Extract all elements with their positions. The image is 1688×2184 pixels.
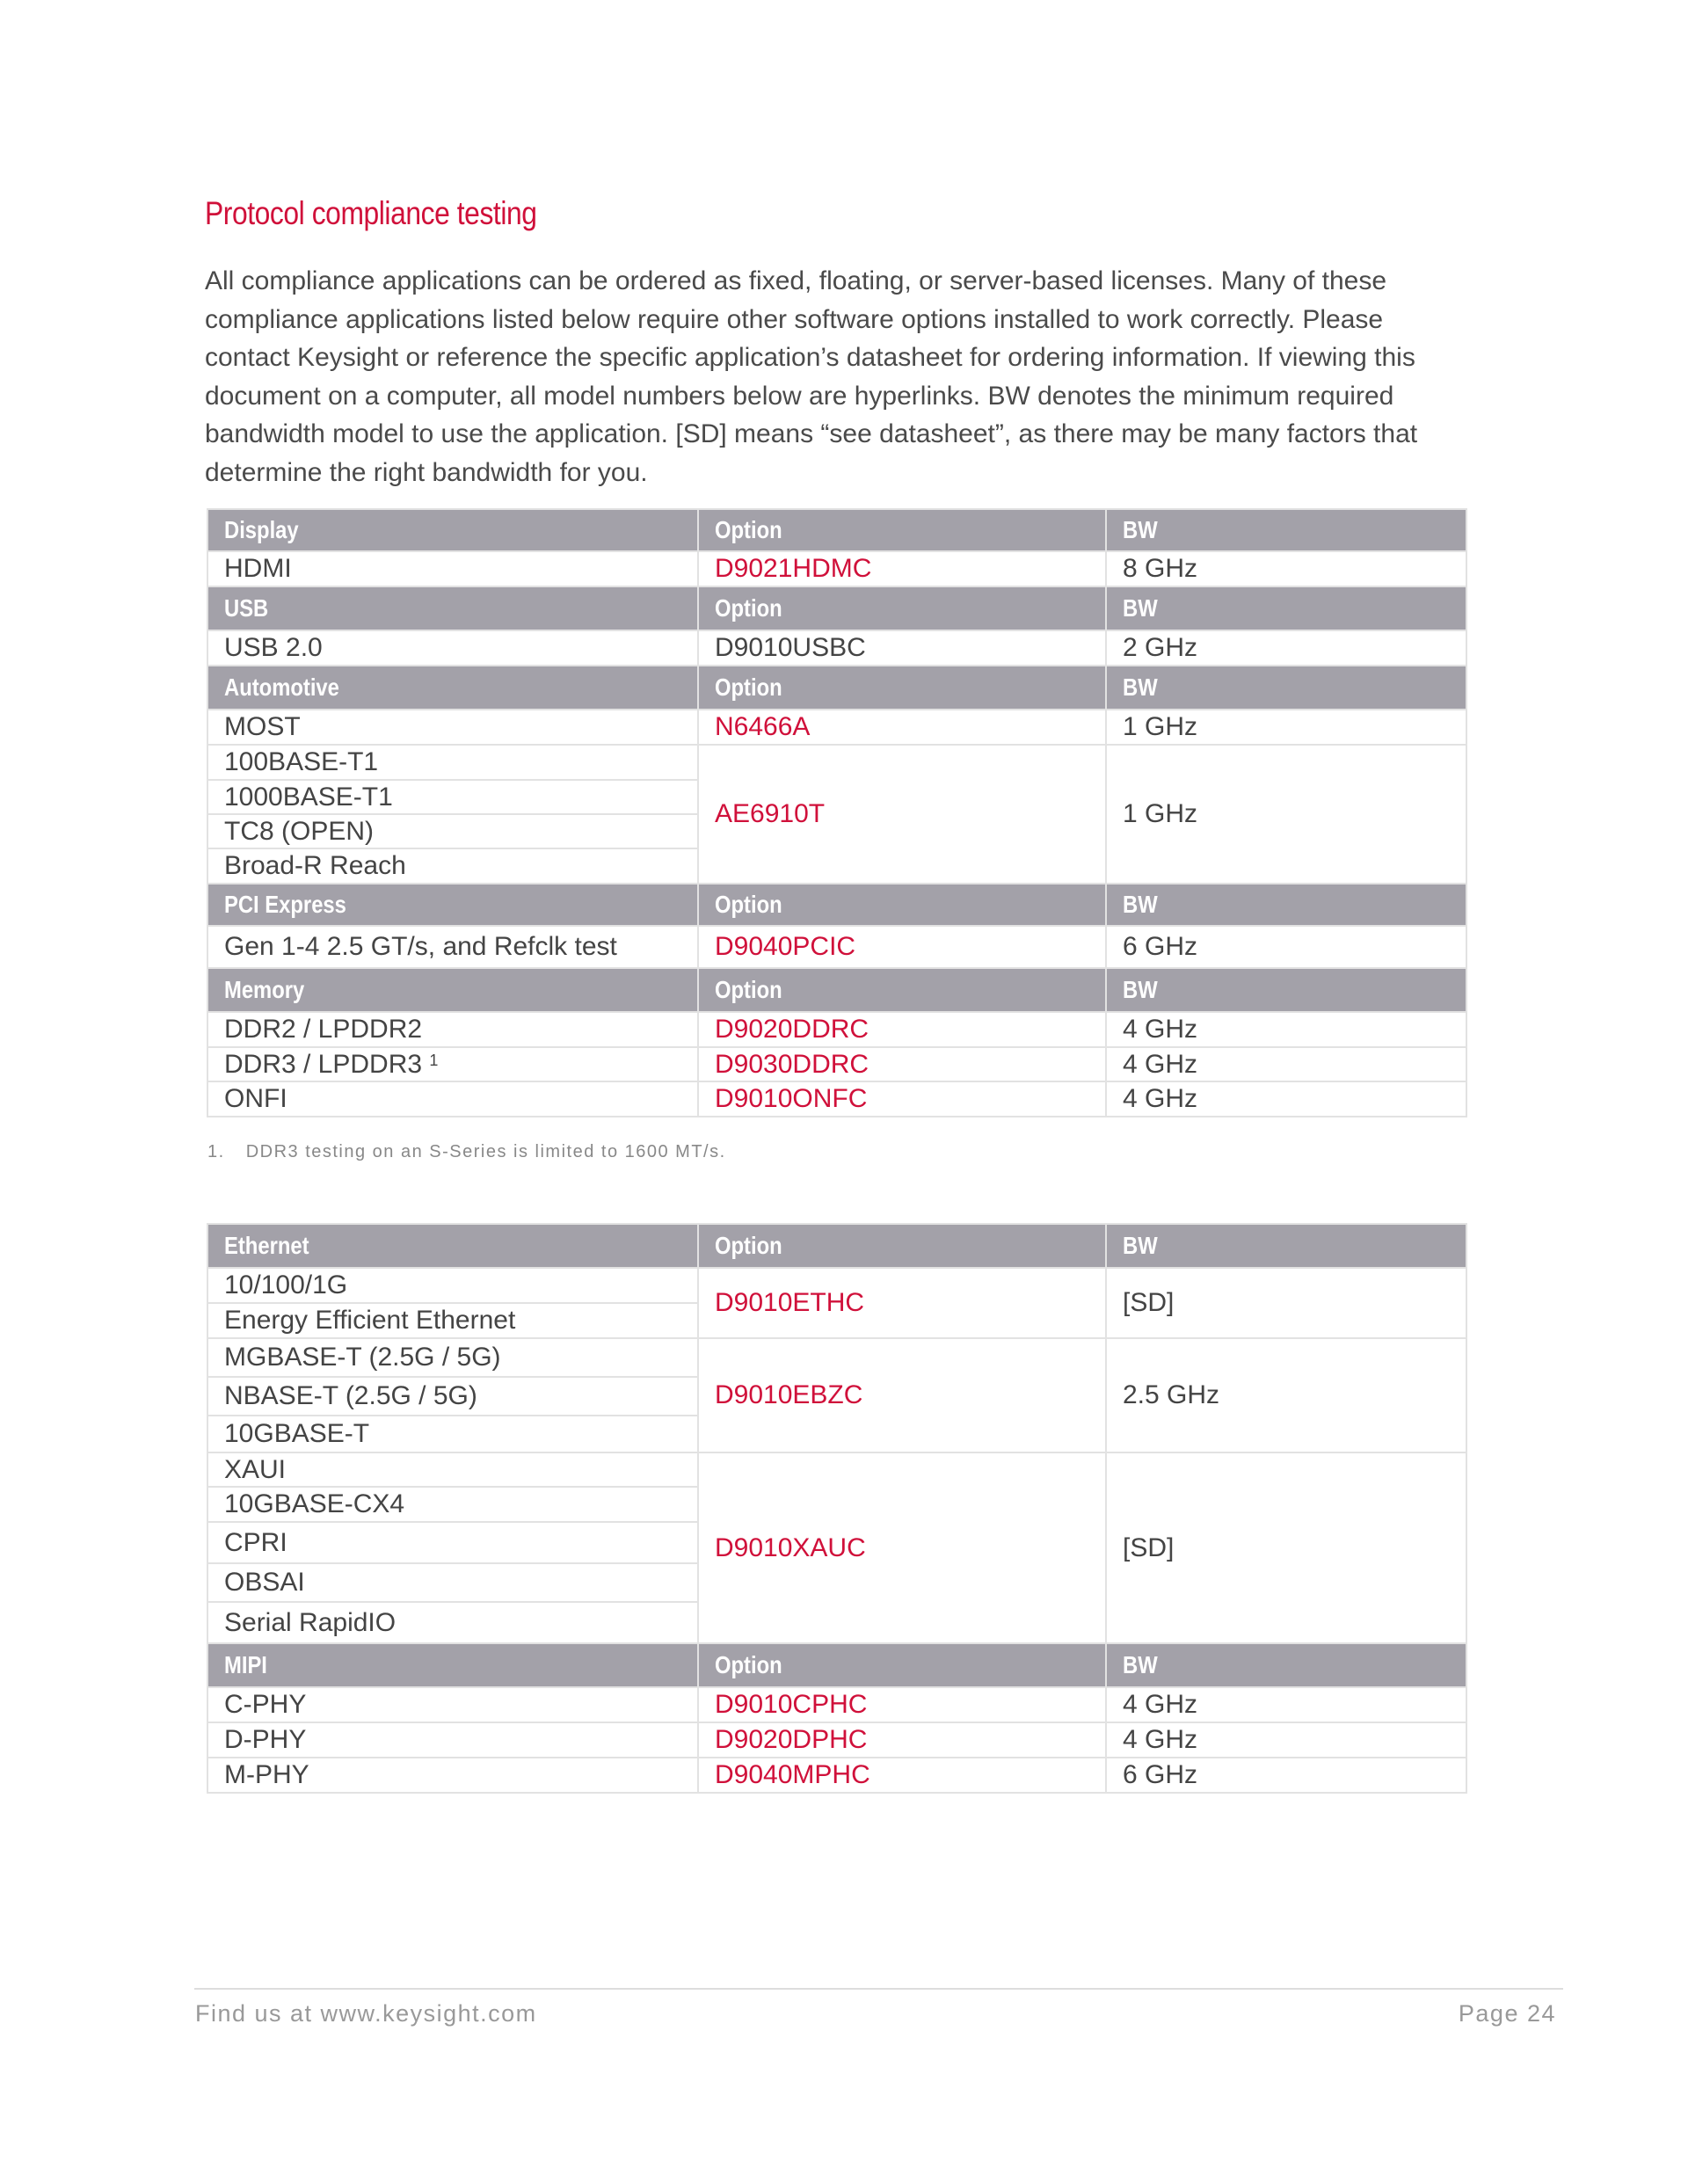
protocol-cell [207, 1268, 698, 1303]
header-bw [1106, 509, 1466, 551]
header-bw-label: BW [1123, 976, 1158, 1003]
table-row [207, 710, 1466, 745]
compliance-table-2 [207, 1223, 1467, 1794]
table-row [207, 926, 1466, 968]
header-bw-label: BW [1123, 673, 1158, 701]
table-section-header [207, 884, 1466, 926]
footer-website[interactable]: Find us at www.keysight.com [195, 2000, 537, 2027]
header-bw [1106, 884, 1466, 926]
option-link[interactable]: D9010XAUC [698, 1452, 1106, 1643]
header-option-label: Option [715, 516, 782, 543]
bandwidth-cell: 4 GHz [1106, 1047, 1466, 1081]
protocol-cell [207, 780, 698, 814]
header-option-label: Option [715, 1651, 782, 1678]
header-bw-label: BW [1123, 516, 1158, 543]
header-bw [1106, 1224, 1466, 1268]
header-category-label: Memory [224, 976, 305, 1003]
protocol-cell [207, 1758, 698, 1793]
protocol-name: 10GBASE-T [224, 1419, 370, 1448]
protocol-name: OBSAI [224, 1568, 305, 1597]
table-row [207, 551, 1466, 586]
header-category-label: Display [224, 516, 299, 543]
footnote-ref[interactable]: 1 [429, 1051, 439, 1069]
protocol-cell [207, 551, 698, 586]
protocol-cell [207, 1602, 698, 1643]
header-option-label: Option [715, 1232, 782, 1259]
header-option [698, 1643, 1106, 1687]
protocol-name: C-PHY [224, 1690, 307, 1719]
table-row [207, 1268, 1466, 1303]
header-category [207, 509, 698, 551]
page-number: Page 24 [1458, 2000, 1556, 2027]
footnote [207, 1142, 726, 1162]
option-link[interactable]: N6466A [698, 710, 1106, 745]
header-category-label: USB [224, 594, 269, 622]
protocol-name: MGBASE-T (2.5G / 5G) [224, 1343, 501, 1372]
table-row [207, 1687, 1466, 1722]
header-bw [1106, 586, 1466, 630]
footnote-number: 1. [207, 1142, 225, 1161]
table-row [207, 1047, 1466, 1081]
header-category-label: PCI Express [224, 891, 346, 918]
header-category-label: Ethernet [224, 1232, 309, 1259]
protocol-cell [207, 710, 698, 745]
protocol-name: Gen 1-4 2.5 GT/s, and Refclk test [224, 932, 617, 961]
bandwidth-cell: [SD] [1106, 1452, 1466, 1643]
protocol-name: Serial RapidIO [224, 1607, 397, 1637]
protocol-cell [207, 848, 698, 884]
footer-divider [194, 1988, 1563, 1990]
header-option [698, 884, 1106, 926]
protocol-name: DDR2 / LPDDR2 [224, 1015, 423, 1044]
protocol-cell [207, 1452, 698, 1487]
protocol-cell [207, 1522, 698, 1563]
header-category [207, 1224, 698, 1268]
option-link[interactable]: D9030DDRC [698, 1047, 1106, 1081]
header-bw [1106, 666, 1466, 710]
header-option-label: Option [715, 976, 782, 1003]
option-link[interactable]: AE6910T [698, 745, 1106, 884]
protocol-cell [207, 745, 698, 780]
protocol-cell [207, 1338, 698, 1377]
option-link[interactable]: D9040MPHC [698, 1758, 1106, 1793]
bandwidth-cell: 1 GHz [1106, 710, 1466, 745]
protocol-cell [207, 1377, 698, 1416]
protocol-cell [207, 1047, 698, 1081]
protocol-name: CPRI [224, 1527, 287, 1557]
protocol-cell [207, 1722, 698, 1758]
protocol-name: HDMI [224, 554, 292, 583]
protocol-cell [207, 1081, 698, 1117]
header-option-label: Option [715, 594, 782, 622]
option-link[interactable]: D9020DDRC [698, 1012, 1106, 1047]
protocol-cell [207, 1487, 698, 1522]
table-section-header [207, 1643, 1466, 1687]
protocol-name: XAUI [224, 1454, 287, 1484]
table-section-header [207, 968, 1466, 1012]
header-category [207, 968, 698, 1012]
bandwidth-cell: [SD] [1106, 1268, 1466, 1338]
bandwidth-cell: 8 GHz [1106, 551, 1466, 586]
table-section-header [207, 1224, 1466, 1268]
option-link[interactable]: D9010EBZC [698, 1338, 1106, 1452]
protocol-name: 1000BASE-T1 [224, 782, 393, 812]
footnote-text: DDR3 testing on an S-Series is limited to 1600 MT/s. [245, 1142, 726, 1161]
option-link[interactable]: D9021HDMC [698, 551, 1106, 586]
protocol-cell [207, 1303, 698, 1338]
bandwidth-cell: 1 GHz [1106, 745, 1466, 884]
header-category-label: MIPI [224, 1651, 267, 1678]
table-row [207, 745, 1466, 780]
table-row [207, 1758, 1466, 1793]
protocol-name: TC8 (OPEN) [224, 816, 375, 846]
bandwidth-cell: 6 GHz [1106, 926, 1466, 968]
bandwidth-cell: 2.5 GHz [1106, 1338, 1466, 1452]
option-link[interactable]: D9010CPHC [698, 1687, 1106, 1722]
bandwidth-cell: 4 GHz [1106, 1687, 1466, 1722]
table-row [207, 1722, 1466, 1758]
protocol-cell [207, 630, 698, 666]
option-link[interactable]: D9010ONFC [698, 1081, 1106, 1117]
header-bw-label: BW [1123, 594, 1158, 622]
bandwidth-cell: 4 GHz [1106, 1012, 1466, 1047]
header-option-label: Option [715, 891, 782, 918]
header-bw-label: BW [1123, 891, 1158, 918]
header-bw-label: BW [1123, 1232, 1158, 1259]
header-category [207, 1643, 698, 1687]
protocol-name: 10GBASE-CX4 [224, 1489, 405, 1518]
table-row [207, 1012, 1466, 1047]
compliance-table-1 [207, 508, 1467, 1117]
protocol-name: Energy Efficient Ethernet [224, 1306, 516, 1335]
header-category-label: Automotive [224, 673, 339, 701]
protocol-name: DDR3 / LPDDR3 [224, 1049, 430, 1079]
bandwidth-cell: 2 GHz [1106, 630, 1466, 666]
protocol-cell [207, 814, 698, 848]
protocol-name: Broad-R Reach [224, 851, 406, 880]
protocol-cell [207, 926, 698, 968]
option-cell: D9010USBC [698, 630, 1106, 666]
bandwidth-cell: 4 GHz [1106, 1722, 1466, 1758]
option-link[interactable]: D9010ETHC [698, 1268, 1106, 1338]
protocol-cell [207, 1012, 698, 1047]
header-option [698, 968, 1106, 1012]
intro-paragraph: All compliance applications can be ordered as fixed, floating, or server-based licenses. Many of these compliance applications listed below require other software options installed to work correctly. Please contact Keysight or reference the specific application’s datasheet for ordering information. If viewing this document on a computer, all model numbers below are hyperlinks. BW denotes the minimum required bandwidth model to use the application. [SD] means “see datasheet”, as there may be many factors that determine the right bandwidth for you. [205, 266, 1418, 487]
header-category [207, 884, 698, 926]
protocol-name: 10/100/1G [224, 1270, 348, 1299]
table-row [207, 1081, 1466, 1117]
protocol-cell [207, 1416, 698, 1452]
header-bw-label: BW [1123, 1651, 1158, 1678]
option-link[interactable]: D9020DPHC [698, 1722, 1106, 1758]
protocol-cell [207, 1563, 698, 1602]
header-option [698, 666, 1106, 710]
section-heading: Protocol compliance testing [205, 195, 537, 231]
header-category [207, 666, 698, 710]
table-section-header [207, 666, 1466, 710]
table-section-header [207, 586, 1466, 630]
header-option [698, 509, 1106, 551]
protocol-cell [207, 1687, 698, 1722]
header-category [207, 586, 698, 630]
header-option [698, 1224, 1106, 1268]
protocol-name: M-PHY [224, 1760, 309, 1789]
protocol-name: 100BASE-T1 [224, 747, 379, 776]
header-bw [1106, 968, 1466, 1012]
table-section-header [207, 509, 1466, 551]
table-row [207, 630, 1466, 666]
header-bw [1106, 1643, 1466, 1687]
protocol-name: ONFI [224, 1084, 287, 1113]
protocol-name: MOST [224, 712, 301, 741]
protocol-name: NBASE-T (2.5G / 5G) [224, 1381, 477, 1410]
option-link[interactable]: D9040PCIC [698, 926, 1106, 968]
table-row [207, 1338, 1466, 1377]
protocol-name: D-PHY [224, 1725, 307, 1754]
table-row [207, 1452, 1466, 1487]
header-option [698, 586, 1106, 630]
bandwidth-cell: 6 GHz [1106, 1758, 1466, 1793]
protocol-name: USB 2.0 [224, 633, 323, 662]
bandwidth-cell: 4 GHz [1106, 1081, 1466, 1117]
header-option-label: Option [715, 673, 782, 701]
